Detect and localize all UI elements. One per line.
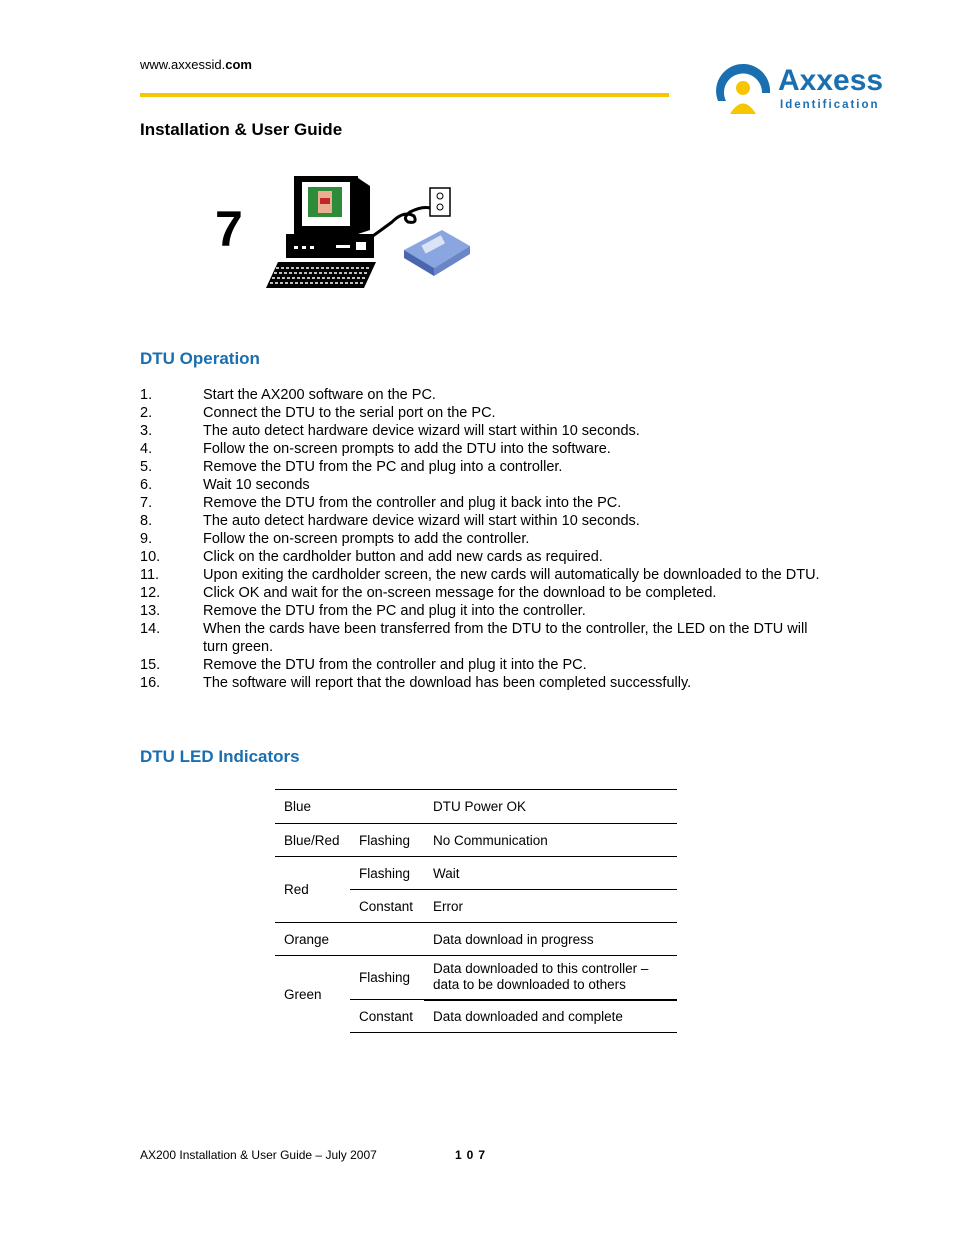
step-number: 14. xyxy=(140,621,161,637)
led-mode-cell: Constant xyxy=(350,1000,424,1033)
list-item xyxy=(140,530,820,548)
led-mode-cell: Constant xyxy=(350,890,424,923)
step-text: Click OK and wait for the on-screen message for the download to be completed. xyxy=(203,585,717,601)
led-color-cell: Green xyxy=(275,956,350,1033)
document-title: Installation & User Guide xyxy=(140,120,343,139)
led-color-cell: Orange xyxy=(275,923,350,956)
step-number: 4. xyxy=(140,441,153,457)
led-color-cell: Blue xyxy=(275,790,350,824)
table-row xyxy=(275,857,677,890)
step-number: 2. xyxy=(140,405,153,421)
monitor-icon xyxy=(294,176,370,234)
step-text: Follow the on-screen prompts to add the DTU into the software. xyxy=(203,441,611,457)
logo-subtitle: Identification xyxy=(780,99,880,111)
step-number: 7. xyxy=(140,495,153,511)
axxess-logo xyxy=(712,55,892,117)
pc-case-icon xyxy=(286,234,374,258)
led-meaning-line: Data downloaded to this controller – xyxy=(433,961,649,977)
led-indicator-table xyxy=(275,789,677,1033)
step-number: 10. xyxy=(140,549,161,565)
logo-body xyxy=(730,104,756,115)
cable-icon xyxy=(370,208,430,239)
step-text: Upon exiting the cardholder screen, the new cards will automatically be downloaded to the DTU. xyxy=(203,567,820,583)
step-text: Start the AX200 software on the PC. xyxy=(203,387,436,403)
led-mode-cell: Flashing xyxy=(350,824,424,857)
step-text: Connect the DTU to the serial port on the PC. xyxy=(203,405,496,421)
led-mode-cell xyxy=(350,790,424,824)
header-rule xyxy=(140,93,669,97)
list-item xyxy=(140,494,820,512)
list-item xyxy=(140,440,820,458)
step-number: 3. xyxy=(140,423,153,439)
list-item xyxy=(140,404,820,422)
website-url xyxy=(140,57,252,72)
led-color-cell: Blue/Red xyxy=(275,824,350,857)
list-item xyxy=(140,620,820,656)
led-meaning-cell: Data downloaded and complete xyxy=(424,1000,677,1033)
section-heading-dtu-led-indicators: DTU LED Indicators xyxy=(140,747,300,766)
list-item xyxy=(140,584,820,602)
list-item xyxy=(140,422,820,440)
power-outlet-icon xyxy=(430,188,450,216)
step-text: When the cards have been transferred from the DTU to the controller, the LED on the DTU will turn green. xyxy=(203,621,808,655)
list-item xyxy=(140,656,820,674)
pc-dtu-illustration xyxy=(262,172,474,294)
led-meaning-line: data to be downloaded to others xyxy=(433,977,626,993)
url-suffix: com xyxy=(225,57,252,72)
table-row xyxy=(275,956,677,1000)
led-color-cell: Red xyxy=(275,857,350,923)
logo-wordmark: Axxess xyxy=(778,64,884,97)
step-text: Follow the on-screen prompts to add the controller. xyxy=(203,531,530,547)
led-meaning-cell xyxy=(424,956,677,1000)
step-text: Wait 10 seconds xyxy=(203,477,310,493)
footer-guide-title: AX200 Installation & User Guide – July 2007 xyxy=(140,1148,377,1162)
list-item xyxy=(140,566,820,584)
step-number: 5. xyxy=(140,459,153,475)
list-item xyxy=(140,458,820,476)
chapter-number: 7 xyxy=(215,201,243,257)
table-row xyxy=(275,790,677,824)
step-number: 13. xyxy=(140,603,161,619)
list-item xyxy=(140,476,820,494)
step-number: 8. xyxy=(140,513,153,529)
step-number: 12. xyxy=(140,585,161,601)
step-text: Remove the DTU from the controller and plug it into the PC. xyxy=(203,657,587,673)
led-meaning-cell: DTU Power OK xyxy=(424,790,677,824)
operation-steps-list xyxy=(140,386,820,692)
page-number: 107 xyxy=(455,1148,491,1162)
led-mode-cell: Flashing xyxy=(350,956,424,1000)
step-number: 16. xyxy=(140,675,161,691)
list-item xyxy=(140,602,820,620)
step-number: 1. xyxy=(140,387,153,403)
led-mode-cell: Flashing xyxy=(350,857,424,890)
table-row xyxy=(275,824,677,857)
step-number: 15. xyxy=(140,657,161,673)
led-meaning-cell: Error xyxy=(424,890,677,923)
table-row xyxy=(275,923,677,956)
step-text: The software will report that the download has been completed successfully. xyxy=(203,675,692,691)
list-item xyxy=(140,386,820,404)
section-heading-dtu-operation: DTU Operation xyxy=(140,349,260,368)
step-text: Remove the DTU from the PC and plug it into the controller. xyxy=(203,603,586,619)
step-number: 6. xyxy=(140,477,153,493)
led-meaning-cell: Wait xyxy=(424,857,677,890)
led-meaning-cell: Data download in progress xyxy=(424,923,677,956)
list-item xyxy=(140,548,820,566)
list-item xyxy=(140,512,820,530)
url-prefix: www.axxessid. xyxy=(140,57,226,72)
step-text: The auto detect hardware device wizard will start within 10 seconds. xyxy=(203,513,640,529)
led-meaning-cell: No Communication xyxy=(424,824,677,857)
step-number: 9. xyxy=(140,531,153,547)
list-item xyxy=(140,674,820,692)
dtu-device-icon xyxy=(404,230,470,276)
led-mode-cell xyxy=(350,923,424,956)
step-text: Click on the cardholder button and add new cards as required. xyxy=(203,549,603,565)
logo-head xyxy=(736,81,750,95)
keyboard-icon xyxy=(266,262,376,288)
step-text: The auto detect hardware device wizard will start within 10 seconds. xyxy=(203,423,640,439)
step-text: Remove the DTU from the controller and plug it back into the PC. xyxy=(203,495,622,511)
step-text: Remove the DTU from the PC and plug into a controller. xyxy=(203,459,563,475)
step-number: 11. xyxy=(140,567,160,583)
